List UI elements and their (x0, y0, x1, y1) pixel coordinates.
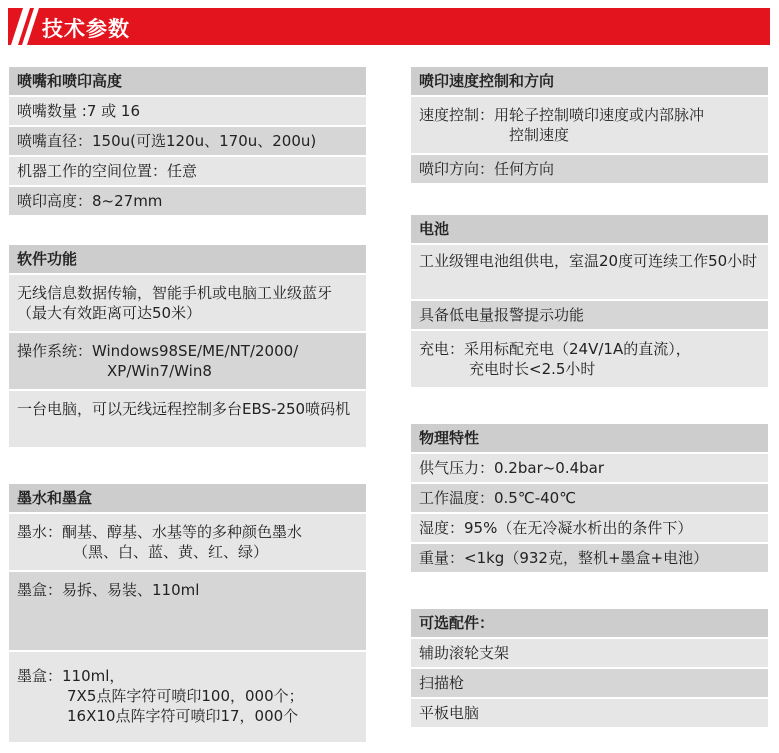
section-options (411, 609, 768, 727)
section-ink (9, 484, 366, 742)
spec-row-line: （黑、白、蓝、黄、红、绿） (73, 543, 269, 561)
spec-row: 一台电脑，可以无线远程控制多台EBS-250喷码机 (9, 389, 366, 447)
spec-row: 工业级锂电池组供电，室温20度可连续工作50小时 (411, 243, 768, 299)
section-physical (411, 424, 768, 572)
spec-row: 具备低电量报警提示功能 (411, 299, 768, 329)
section-battery (411, 215, 768, 387)
section-title: 可选配件： (411, 609, 768, 637)
spec-row-line: 操作系统：Windows98SE/ME/NT/2000/ (17, 342, 299, 360)
spec-row: 喷嘴数量 :7 或 16 (9, 95, 366, 125)
spec-row-line: 16X10点阵字符可喷印17，000个 (67, 707, 299, 725)
spec-row-line: 充电时长<2.5小时 (469, 360, 596, 378)
section-title: 电池 (411, 215, 768, 243)
spec-row (411, 329, 768, 387)
spec-row (9, 650, 366, 742)
spec-row: 喷印高度：8~27mm (9, 185, 366, 215)
spec-row: 喷嘴直径：150u(可选120u、170u、200u) (9, 125, 366, 155)
page-title: 技术参数 (42, 17, 130, 41)
spec-row-line: 充电：采用标配充电（24V/1A的直流）， (419, 340, 691, 358)
header-banner (8, 8, 770, 45)
section-speed (411, 67, 768, 183)
spec-row: 供气压力：0.2bar~0.4bar (411, 452, 768, 482)
spec-row: 扫描枪 (411, 667, 768, 697)
section-nozzle (9, 67, 366, 215)
spec-row-line: 7X5点阵字符可喷印100，000个； (67, 687, 304, 705)
section-title: 软件功能 (9, 245, 366, 273)
spec-row-line: 控制速度 (509, 126, 570, 144)
spec-row (9, 331, 366, 389)
section-title: 喷嘴和喷印高度 (9, 67, 366, 95)
section-title: 物理特性 (411, 424, 768, 452)
spec-row-line: 速度控制：用轮子控制喷印速度或内部脉冲 (419, 106, 705, 124)
spec-row: 无线信息数据传输，智能手机或电脑工业级蓝牙（最大有效距离可达50米） (9, 273, 366, 331)
spec-row: 机器工作的空间位置：任意 (9, 155, 366, 185)
spec-row (9, 512, 366, 570)
spec-row: 平板电脑 (411, 697, 768, 727)
spec-row (411, 95, 768, 153)
spec-row: 工作温度：0.5℃-40℃ (411, 482, 768, 512)
section-title: 墨水和墨盒 (9, 484, 366, 512)
spec-row-line: 墨水：酮基、醇基、水基等的多种颜色墨水 (17, 523, 303, 541)
spec-row-line: XP/Win7/Win8 (107, 362, 212, 380)
spec-row: 辅助滚轮支架 (411, 637, 768, 667)
section-software (9, 245, 366, 447)
spec-row: 湿度：95%（在无冷凝水析出的条件下） (411, 512, 768, 542)
spec-row-line: 墨盒：110ml， (17, 667, 125, 685)
spec-row: 墨盒：易拆、易装、110ml (9, 570, 366, 650)
spec-row: 重量：<1kg（932克，整机+墨盒+电池） (411, 542, 768, 572)
spec-row: 喷印方向：任何方向 (411, 153, 768, 183)
section-title: 喷印速度控制和方向 (411, 67, 768, 95)
